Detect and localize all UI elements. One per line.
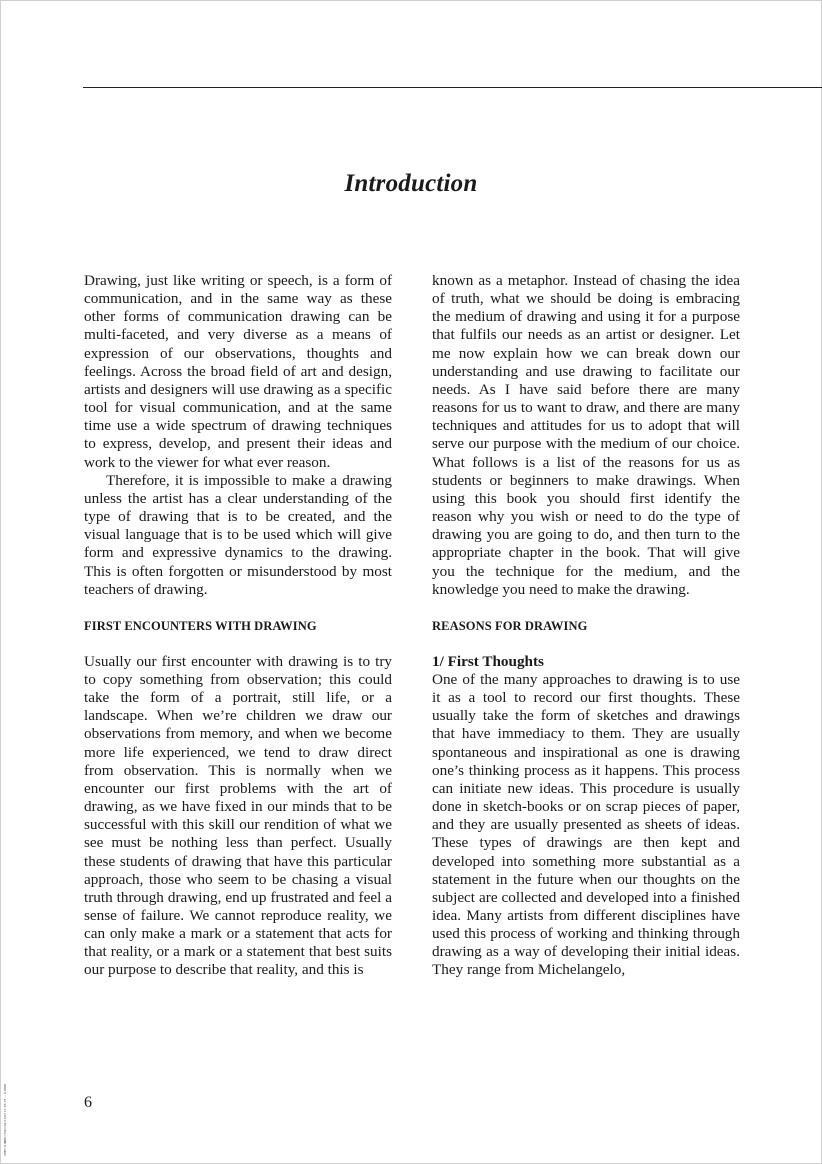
section-heading-reasons: REASONS FOR DRAWING bbox=[432, 618, 588, 633]
metaphor-paragraph: known as a metaphor. Instead of chasing the idea of truth, what we should be doing is embracing the medium of drawing and using it for a purpose that fulfils our needs as an artist or designer. Let me now explain how we can break down our understanding and use drawing to facilitate our needs. As I have said before there are many reasons for us to want to draw, and there are many techniques and attitudes for us to adopt that will serve our purpose with the medium of our choice. What follows is a list of the reasons for us as students or beginners to make drawings. When using this book you should first identify the reason why you wish or need to do the type of drawing you are going to do, and then turn to the appropriate chapter in the book. That will give you the technique for the medium, and the knowledge you need to make the drawing. bbox=[432, 272, 740, 598]
left-column bbox=[84, 272, 392, 980]
section-heading-first-encounters: FIRST ENCOUNTERS WITH DRAWING bbox=[84, 618, 317, 633]
chapter-title: Introduction bbox=[344, 170, 478, 197]
first-encounters-paragraph: Usually our first encounter with drawing is to try to copy something from observation; this could take the form of a portrait, still life, or a landscape. When we’re children we draw our observations from memory, and when we become more life experienced, we tend to draw direct from observation. This is normally when we encounter our first problems with the art of drawing, as we have fixed in our minds that to be successful with this skill our rendition of what we see must be nothing less than perfect. Usually these students of drawing that have this particular approach, those who seem to be chasing a visual truth through drawing, end up frustrated and feel a sense of failure. We cannot reproduce reality, we can only make a mark or a statement that acts for that reality, or a mark or a statement that best suits our purpose to describe that reality, and this is bbox=[84, 652, 392, 979]
print-slug-mark: CHPT 0.INDD ITWO 02/11/07 11:03:37 ~ 0.0000 bbox=[3, 1083, 7, 1156]
right-column bbox=[432, 272, 740, 980]
subheading-first-thoughts: 1/ First Thoughts bbox=[432, 652, 544, 670]
intro-paragraph-1: Drawing, just like writing or speech, is a form of communication, and in the same way as these other forms of communication drawing can be multi-faceted, and very diverse as a means of expression of our observations, thoughts and feelings. Across the broad field of art and design, artists and designers will use drawing as a specific tool for visual communication, and at the same time use a wide spectrum of drawing techniques to express, develop, and present their ideas and work to the viewer for what ever reason. bbox=[84, 272, 392, 471]
intro-paragraph-2: Therefore, it is impossible to make a drawing unless the artist has a clear understanding of the type of drawing that is to be created, and the visual language that is to be used which will give form and expressive dynamics to the drawing. This is often forgotten or misunderstood by most teachers of drawing. bbox=[84, 471, 392, 598]
header-rule bbox=[83, 87, 822, 88]
page-number: 6 bbox=[84, 1094, 92, 1111]
first-thoughts-paragraph: One of the many approaches to drawing is to use it as a tool to record our first thoughts. These usually take the form of sketches and drawings that have immediacy to them. They are usually spontaneous and inspirational as one is drawing one’s thinking process as it happens. This process can initiate new ideas. This procedure is usually done in sketch-books or on scrap pieces of paper, and they are usually presented as sheets of ideas. These types of drawings are then kept and developed into something more substantial as a statement in the future when our thoughts on the subject are collected and developed into a finished idea. Many artists from different disciplines have used this process of working and thinking through drawing as a way of developing their initial ideas. They range from Michelangelo, bbox=[432, 670, 740, 979]
